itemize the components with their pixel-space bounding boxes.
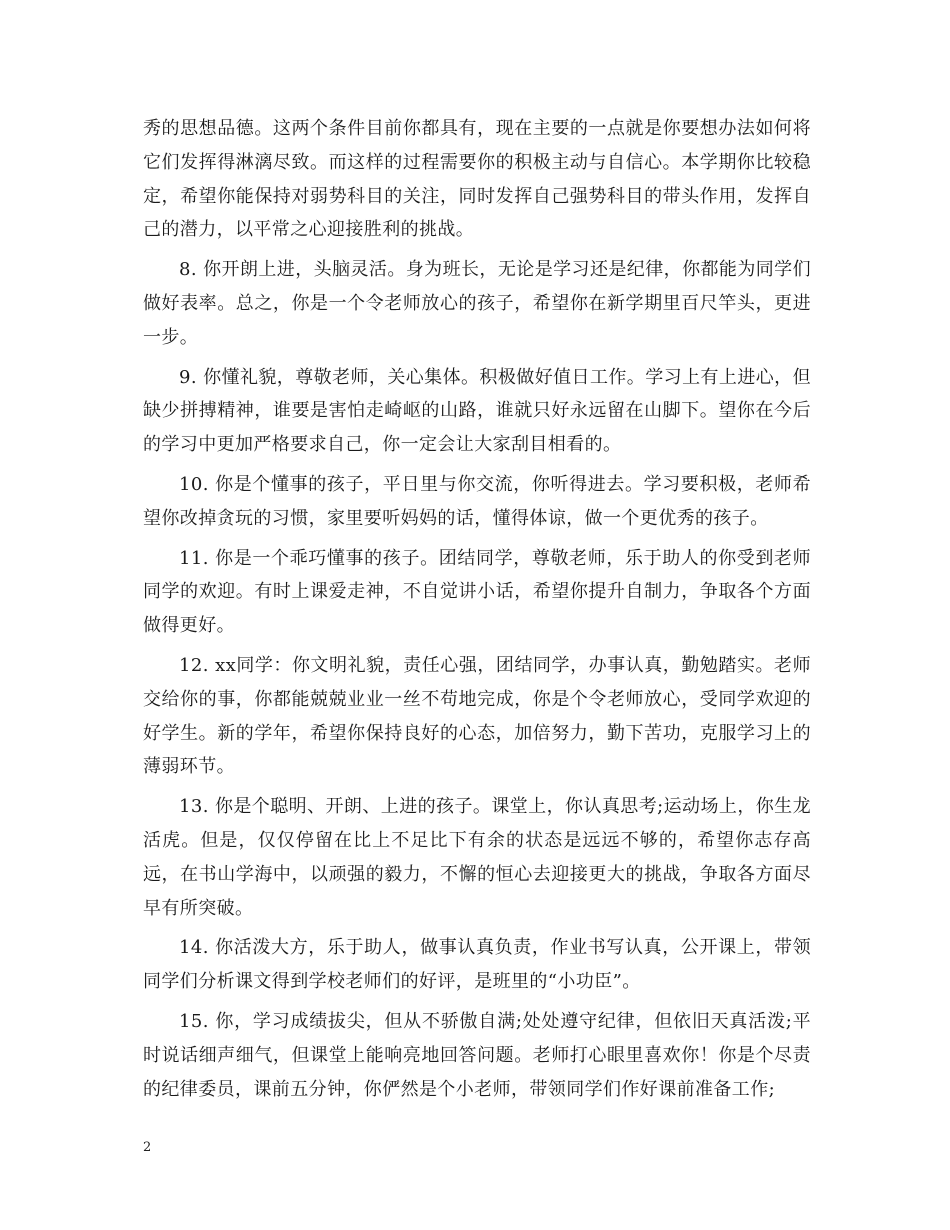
page-number: 2 (143, 1140, 152, 1155)
paragraph-6: 12. xx同学：你文明礼貌，责任心强，团结同学，办事认真，勤勉踏实。老师交给你的事，你都能兢兢业业一丝不苟地完成，你是个令老师放心，受同学欢迎的好学生。新的学年，希望你保持良好的心态，加倍努力，勤下苦功，克服学习上的薄弱环节。 (143, 654, 811, 778)
document-body (143, 112, 811, 1112)
paragraph-7: 13. 你是个聪明、开朗、上进的孩子。课堂上，你认真思考;运动场上，你生龙活虎。但是，仅仅停留在比上不足比下有余的状态是远远不够的，希望你志存高远，在书山学海中，以顽强的毅力，不懈的恒心去迎接更大的挑战，争取各方面尽早有所突破。 (143, 796, 811, 919)
paragraph-3: 9. 你懂礼貌，尊敬老师，关心集体。积极做好值日工作。学习上有上进心，但缺少拼搏精神，谁要是害怕走崎岖的山路，谁就只好永远留在山脚下。望你在今后的学习中更加严格要求自己，你一定会让大家刮目相看的。 (143, 366, 811, 456)
paragraph-2: 8. 你开朗上进，头脑灵活。身为班长，无论是学习还是纪律，你都能为同学们做好表率。总之，你是一个令老师放心的孩子，希望你在新学期里百尺竿头，更进一步。 (143, 259, 811, 348)
paragraph-4: 10. 你是个懂事的孩子，平日里与你交流，你听得进去。学习要积极，老师希望你改掉贪玩的习惯，家里要听妈妈的话，懂得体谅，做一个更优秀的孩子。 (143, 473, 811, 529)
paragraph-5: 11. 你是一个乖巧懂事的孩子。团结同学，尊敬老师，乐于助人的你受到老师同学的欢迎。有时上课爱走神，不自觉讲小话，希望你提升自制力，争取各个方面做得更好。 (143, 547, 811, 637)
paragraph-1: 秀的思想品德。这两个条件目前你都具有，现在主要的一点就是你要想办法如何将它们发挥得淋漓尽致。而这样的过程需要你的积极主动与自信心。本学期你比较稳定，希望你能保持对弱势科目的关注，同时发挥自己强势科目的带头作用，发挥自己的潜力，以平常之心迎接胜利的挑战。 (143, 118, 811, 241)
paragraph-8: 14. 你活泼大方，乐于助人，做事认真负责，作业书写认真，公开课上，带领同学们分析课文得到学校老师们的好评，是班里的“小功臣”。 (143, 937, 811, 993)
paragraph-9: 15. 你，学习成绩拔尖，但从不骄傲自满;处处遵守纪律，但依旧天真活泼;平时说话细声细气，但课堂上能响亮地回答问题。老师打心眼里喜欢你！你是个尽责的纪律委员，课前五分钟，你俨然是个小老师，带领同学们作好课前准备工作; (143, 1010, 811, 1100)
